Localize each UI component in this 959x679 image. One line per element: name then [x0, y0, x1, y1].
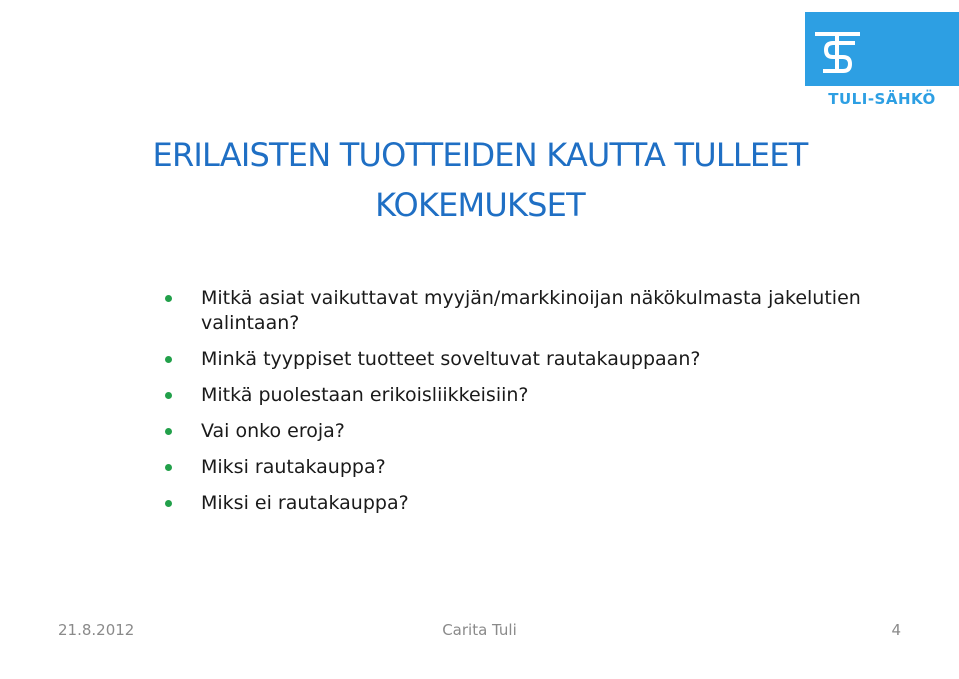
bullet-dot-icon [165, 428, 172, 435]
bullet-dot-icon [165, 464, 172, 471]
bullet-dot-icon [165, 295, 172, 302]
bullet-list [165, 286, 865, 527]
bullet-text: Miksi rautakauppa? [201, 456, 386, 478]
tuli-sahko-logo-icon [805, 12, 959, 86]
slide-title [60, 130, 900, 230]
bullet-item [165, 491, 865, 516]
bullet-text: Mitkä asiat vaikuttavat myyjän/markkinoijan näkökulmasta jakelutien valintaan? [201, 287, 861, 334]
company-logo [805, 12, 959, 112]
bullet-text: Miksi ei rautakauppa? [201, 492, 409, 514]
footer-date: 21.8.2012 [58, 621, 135, 639]
bullet-item [165, 383, 865, 408]
logo-text: TULI-SÄHKÖ [828, 90, 936, 108]
page-number: 4 [891, 621, 901, 639]
slide-title-line-2: KOKEMUKSET [375, 186, 585, 224]
bullet-item [165, 286, 865, 336]
bullet-text: Minkä tyyppiset tuotteet soveltuvat rautakauppaan? [201, 348, 701, 370]
bullet-item [165, 455, 865, 480]
bullet-text: Mitkä puolestaan erikoisliikkeisiin? [201, 384, 529, 406]
bullet-dot-icon [165, 392, 172, 399]
bullet-item [165, 419, 865, 444]
bullet-dot-icon [165, 500, 172, 507]
slide-footer [0, 621, 959, 641]
bullet-item [165, 347, 865, 372]
bullet-text: Vai onko eroja? [201, 420, 345, 442]
slide-title-line-1: ERILAISTEN TUOTTEIDEN KAUTTA TULLEET [152, 136, 808, 174]
bullet-dot-icon [165, 356, 172, 363]
footer-author: Carita Tuli [442, 621, 517, 639]
